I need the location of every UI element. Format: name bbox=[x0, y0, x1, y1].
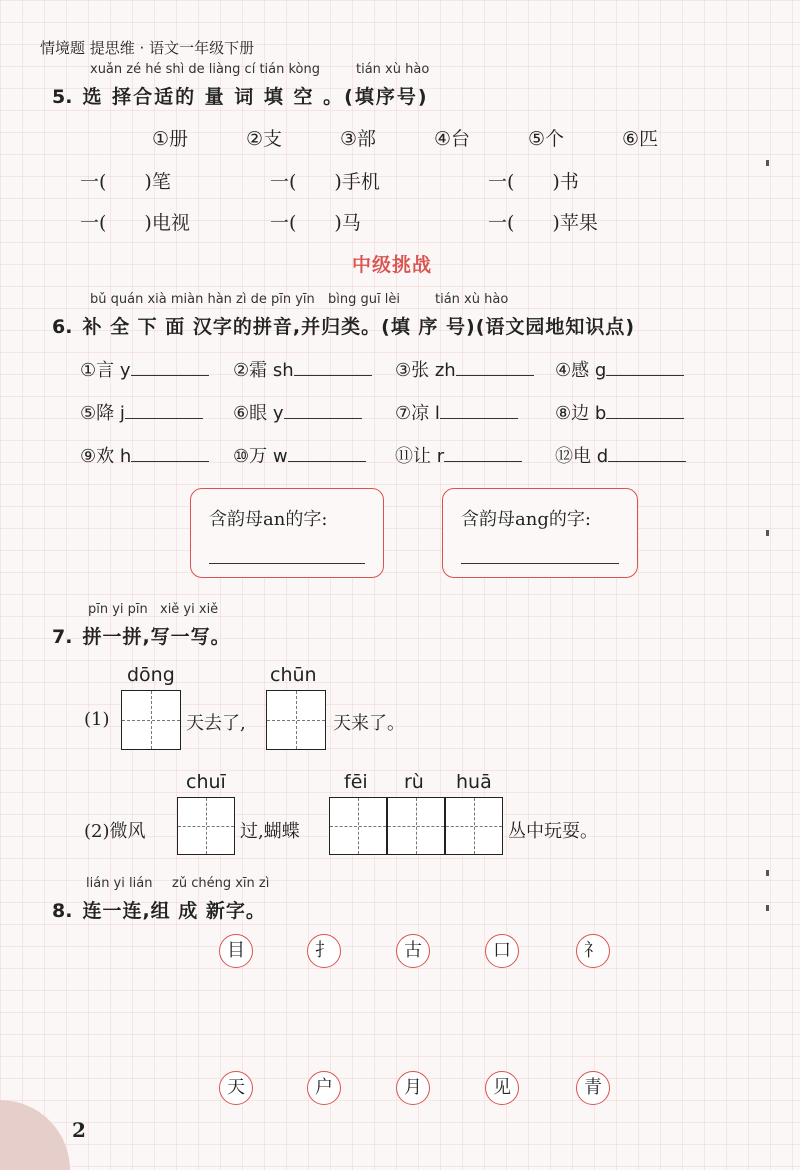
q7-s2-pinyin-3: rù bbox=[404, 771, 424, 793]
q7-number: 7. bbox=[52, 626, 73, 648]
q7-s2-pinyin-2: fēi bbox=[344, 771, 368, 793]
writing-grid[interactable] bbox=[121, 690, 181, 750]
q6-pinyin-b: bìng guī lèi bbox=[328, 292, 400, 307]
q7-title bbox=[52, 622, 231, 649]
q5-number: 5. bbox=[52, 86, 73, 108]
q5-title-text: 选 择合适的 量 词 填 空 。(填序号) bbox=[82, 86, 429, 108]
component-circle[interactable]: 扌 bbox=[307, 934, 341, 968]
q6-item[interactable]: ⑦凉 l bbox=[395, 399, 518, 425]
q5-option: ④台 bbox=[434, 128, 471, 150]
scan-mark bbox=[766, 870, 769, 876]
ang-answer-line bbox=[461, 563, 619, 564]
component-circle[interactable]: 口 bbox=[485, 934, 519, 968]
q5-option: ①册 bbox=[152, 128, 189, 150]
q6-item[interactable]: ⑨欢 h bbox=[80, 442, 209, 468]
q6-title bbox=[52, 312, 635, 339]
q5-option: ⑥匹 bbox=[622, 128, 659, 150]
q6-item[interactable]: ⑥眼 y bbox=[233, 399, 362, 425]
writing-grid[interactable] bbox=[387, 797, 445, 855]
an-category-box[interactable] bbox=[190, 488, 384, 578]
q7-s2-pinyin-4: huā bbox=[456, 771, 492, 793]
q7-s1-pinyin-2: chūn bbox=[270, 664, 317, 686]
q7-pinyin-b: xiě yi xiě bbox=[160, 602, 219, 617]
q5-option: ③部 bbox=[340, 128, 377, 150]
q6-number: 6. bbox=[52, 316, 73, 338]
ang-category-box[interactable] bbox=[442, 488, 638, 578]
q7-s1-mid: 天去了, bbox=[186, 713, 246, 734]
q8-title-text: 连一连,组 成 新字。 bbox=[82, 900, 266, 922]
q6-item[interactable]: ③张 zh bbox=[395, 356, 534, 382]
q7-s1-label: (1) bbox=[84, 709, 110, 730]
q5-title bbox=[52, 82, 429, 109]
q5-pinyin-a: xuǎn zé hé shì de liàng cí tián kòng bbox=[90, 62, 320, 77]
q6-item[interactable]: ①言 y bbox=[80, 356, 209, 382]
component-circle[interactable]: 户 bbox=[307, 1071, 341, 1105]
scan-mark bbox=[766, 530, 769, 536]
page-header: 情境题 提思维 · 语文一年级下册 bbox=[40, 39, 255, 57]
component-circle[interactable]: 月 bbox=[396, 1071, 430, 1105]
q6-title-text: 补 全 下 面 汉字的拼音,并归类。(填 序 号)(语文园地知识点) bbox=[82, 316, 636, 338]
page-corner bbox=[0, 1100, 70, 1170]
q7-s1-end: 天来了。 bbox=[333, 713, 405, 734]
component-circle[interactable]: 天 bbox=[219, 1071, 253, 1105]
q6-item[interactable]: ⑫电 d bbox=[555, 442, 686, 468]
q5-fill-item[interactable]: 一( )手机 bbox=[270, 171, 380, 193]
component-circle[interactable]: 古 bbox=[396, 934, 430, 968]
component-circle[interactable]: 青 bbox=[576, 1071, 610, 1105]
writing-grid[interactable] bbox=[445, 797, 503, 855]
q6-pinyin-c: tián xù hào bbox=[435, 292, 509, 307]
section-title: 中级挑战 bbox=[352, 254, 433, 276]
q5-fill-item[interactable]: 一( )笔 bbox=[80, 171, 171, 193]
q6-item[interactable]: ⑪让 r bbox=[395, 442, 522, 468]
q7-title-text: 拼一拼,写一写。 bbox=[82, 626, 231, 648]
q8-title bbox=[52, 896, 266, 923]
q6-pinyin-a: bǔ quán xià miàn hàn zì de pīn yīn bbox=[90, 292, 315, 307]
q7-s2-pinyin-1: chuī bbox=[186, 771, 226, 793]
q7-s2-label: (2)微风 bbox=[84, 821, 146, 842]
q6-item[interactable]: ⑤降 j bbox=[80, 399, 203, 425]
q7-s2-end: 丛中玩耍。 bbox=[508, 821, 598, 842]
component-circle[interactable]: 见 bbox=[485, 1071, 519, 1105]
writing-grid[interactable] bbox=[329, 797, 387, 855]
component-circle[interactable]: 礻 bbox=[576, 934, 610, 968]
q5-fill-item[interactable]: 一( )电视 bbox=[80, 212, 190, 234]
q7-s2-mid: 过,蝴蝶 bbox=[240, 821, 300, 842]
ang-category-label: 含韵母ang的字: bbox=[461, 509, 591, 530]
page-number: 2 bbox=[72, 1118, 86, 1142]
an-answer-line bbox=[209, 563, 365, 564]
q5-option: ⑤个 bbox=[528, 128, 565, 150]
q5-fill-item[interactable]: 一( )苹果 bbox=[488, 212, 598, 234]
q6-item[interactable]: ④感 g bbox=[555, 356, 684, 382]
q8-pinyin-a: lián yi lián bbox=[86, 876, 153, 891]
q8-number: 8. bbox=[52, 900, 73, 922]
q5-fill-item[interactable]: 一( )马 bbox=[270, 212, 361, 234]
q5-fill-item[interactable]: 一( )书 bbox=[488, 171, 579, 193]
q7-s1-pinyin-1: dōng bbox=[127, 664, 175, 686]
q6-item[interactable]: ⑧边 b bbox=[555, 399, 684, 425]
scan-mark bbox=[766, 905, 769, 911]
an-category-label: 含韵母an的字: bbox=[209, 509, 328, 530]
writing-grid[interactable] bbox=[266, 690, 326, 750]
q5-pinyin-b: tián xù hào bbox=[356, 62, 430, 77]
component-circle[interactable]: 目 bbox=[219, 934, 253, 968]
writing-grid[interactable] bbox=[177, 797, 235, 855]
q6-item[interactable]: ②霜 sh bbox=[233, 356, 372, 382]
q8-pinyin-b: zǔ chéng xīn zì bbox=[172, 876, 270, 891]
q5-option: ②支 bbox=[246, 128, 283, 150]
scan-mark bbox=[766, 160, 769, 166]
q6-item[interactable]: ⑩万 w bbox=[233, 442, 366, 468]
q7-pinyin-a: pīn yi pīn bbox=[88, 602, 148, 617]
